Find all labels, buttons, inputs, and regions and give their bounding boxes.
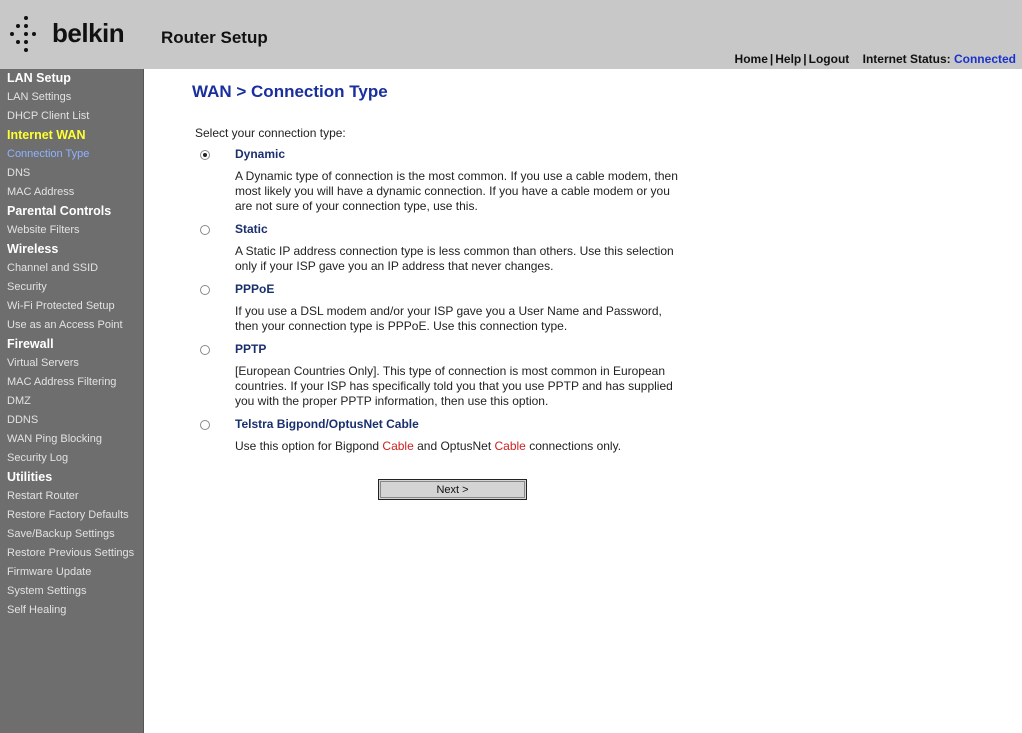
sidebar-item-system-settings[interactable]: System Settings	[7, 585, 87, 597]
sidebar-item-channel-and-ssid[interactable]: Channel and SSID	[7, 262, 99, 274]
sidebar-section-utilities[interactable]: Utilities	[7, 470, 53, 484]
radio-static[interactable]	[200, 225, 210, 235]
sidebar-item-mac-address[interactable]: MAC Address	[7, 186, 75, 198]
sidebar-item-restore-factory-defaults[interactable]: Restore Factory Defaults	[7, 509, 129, 521]
app-title: Router Setup	[161, 28, 268, 47]
sidebar-item-connection-type[interactable]: Connection Type	[7, 148, 90, 160]
option-label-pppoe: PPPoE	[235, 282, 275, 296]
sidebar-item-security[interactable]: Security	[7, 281, 47, 293]
sidebar-section-internet-wan[interactable]: Internet WAN	[7, 128, 86, 142]
option-desc-pppoe: If you use a DSL modem and/or your ISP gave you a User Name and Password, then your connection type is PPPoE. Use this connection type.	[235, 304, 662, 333]
belkin-logo	[10, 14, 140, 56]
header-bar	[0, 0, 1022, 69]
option-label-dynamic: Dynamic	[235, 147, 286, 161]
help-link[interactable]: Help	[775, 52, 802, 66]
page-title: WAN > Connection Type	[192, 82, 388, 101]
option-desc-pptp: [European Countries Only]. This type of connection is most common in European countries. If your ISP has specifically told you that you use PPTP and has supplied you with the proper PPTP information, then use this option.	[235, 364, 673, 408]
cable-highlight: Cable	[382, 439, 414, 453]
sidebar-section-wireless[interactable]: Wireless	[7, 242, 59, 256]
radio-telstra[interactable]	[200, 420, 210, 430]
main-content	[144, 69, 1022, 733]
sidebar-item-dns[interactable]: DNS	[7, 167, 31, 179]
belkin-dots-icon	[10, 16, 42, 52]
option-label-telstra: Telstra Bigpond/OptusNet Cable	[235, 417, 419, 431]
internet-status-label: Internet Status:	[862, 52, 951, 66]
sidebar-section-parental-controls[interactable]: Parental Controls	[7, 204, 112, 218]
top-links: Home | Help | Logout Internet Status: Connected	[734, 52, 1016, 66]
logout-link[interactable]: Logout	[808, 52, 850, 66]
sidebar-nav	[0, 69, 144, 733]
option-label-static: Static	[235, 222, 268, 236]
option-desc-telstra	[235, 439, 680, 454]
telstra-desc-part: and OptusNet	[413, 439, 495, 453]
sidebar-item-virtual-servers[interactable]: Virtual Servers	[7, 357, 79, 369]
sidebar-item-mac-address-filtering[interactable]: MAC Address Filtering	[7, 376, 117, 388]
sidebar-item-save-backup-settings[interactable]: Save/Backup Settings	[7, 528, 115, 540]
home-link[interactable]: Home	[734, 52, 768, 66]
option-desc-dynamic: A Dynamic type of connection is the most common. If you use a cable modem, then most likely you will have a dynamic connection. If you have a cable modem or you are not sure of your connection type, use this.	[235, 169, 678, 213]
option-desc-static: A Static IP address connection type is less common than others. Use this selection only if your ISP gave you an IP address that never changes.	[235, 244, 674, 273]
option-label-pptp: PPTP	[235, 342, 267, 356]
sidebar-item-website-filters[interactable]: Website Filters	[7, 224, 80, 236]
next-button[interactable]: Next >	[378, 479, 527, 500]
sidebar-item-security-log[interactable]: Security Log	[7, 452, 69, 464]
sidebar-item-firmware-update[interactable]: Firmware Update	[7, 566, 92, 578]
radio-pptp[interactable]	[200, 345, 210, 355]
brand-name: belkin	[52, 18, 125, 48]
sidebar-section-firewall[interactable]: Firewall	[7, 337, 54, 351]
sidebar-item-wifi-protected-setup[interactable]: Wi-Fi Protected Setup	[7, 300, 115, 312]
sidebar-item-restore-previous-settings[interactable]: Restore Previous Settings	[7, 547, 135, 559]
telstra-desc-part: connections only.	[525, 439, 622, 453]
sidebar-item-self-healing[interactable]: Self Healing	[7, 604, 67, 616]
sidebar-item-wan-ping-blocking[interactable]: WAN Ping Blocking	[7, 433, 102, 445]
telstra-desc-part: Use this option for Bigpond	[235, 439, 383, 453]
sidebar-item-restart-router[interactable]: Restart Router	[7, 490, 79, 502]
sidebar-item-dhcp-client-list[interactable]: DHCP Client List	[7, 110, 90, 122]
connection-type-prompt: Select your connection type:	[195, 126, 346, 140]
sidebar-section-lan-setup[interactable]: LAN Setup	[7, 71, 71, 85]
radio-dynamic[interactable]	[200, 150, 210, 160]
sidebar-item-ddns[interactable]: DDNS	[7, 414, 39, 426]
sidebar-item-access-point[interactable]: Use as an Access Point	[7, 319, 123, 331]
sidebar-item-dmz[interactable]: DMZ	[7, 395, 31, 407]
cable-highlight: Cable	[494, 439, 526, 453]
internet-status-value: Connected	[953, 52, 1016, 66]
sidebar-item-lan-settings[interactable]: LAN Settings	[7, 91, 72, 103]
radio-pppoe[interactable]	[200, 285, 210, 295]
